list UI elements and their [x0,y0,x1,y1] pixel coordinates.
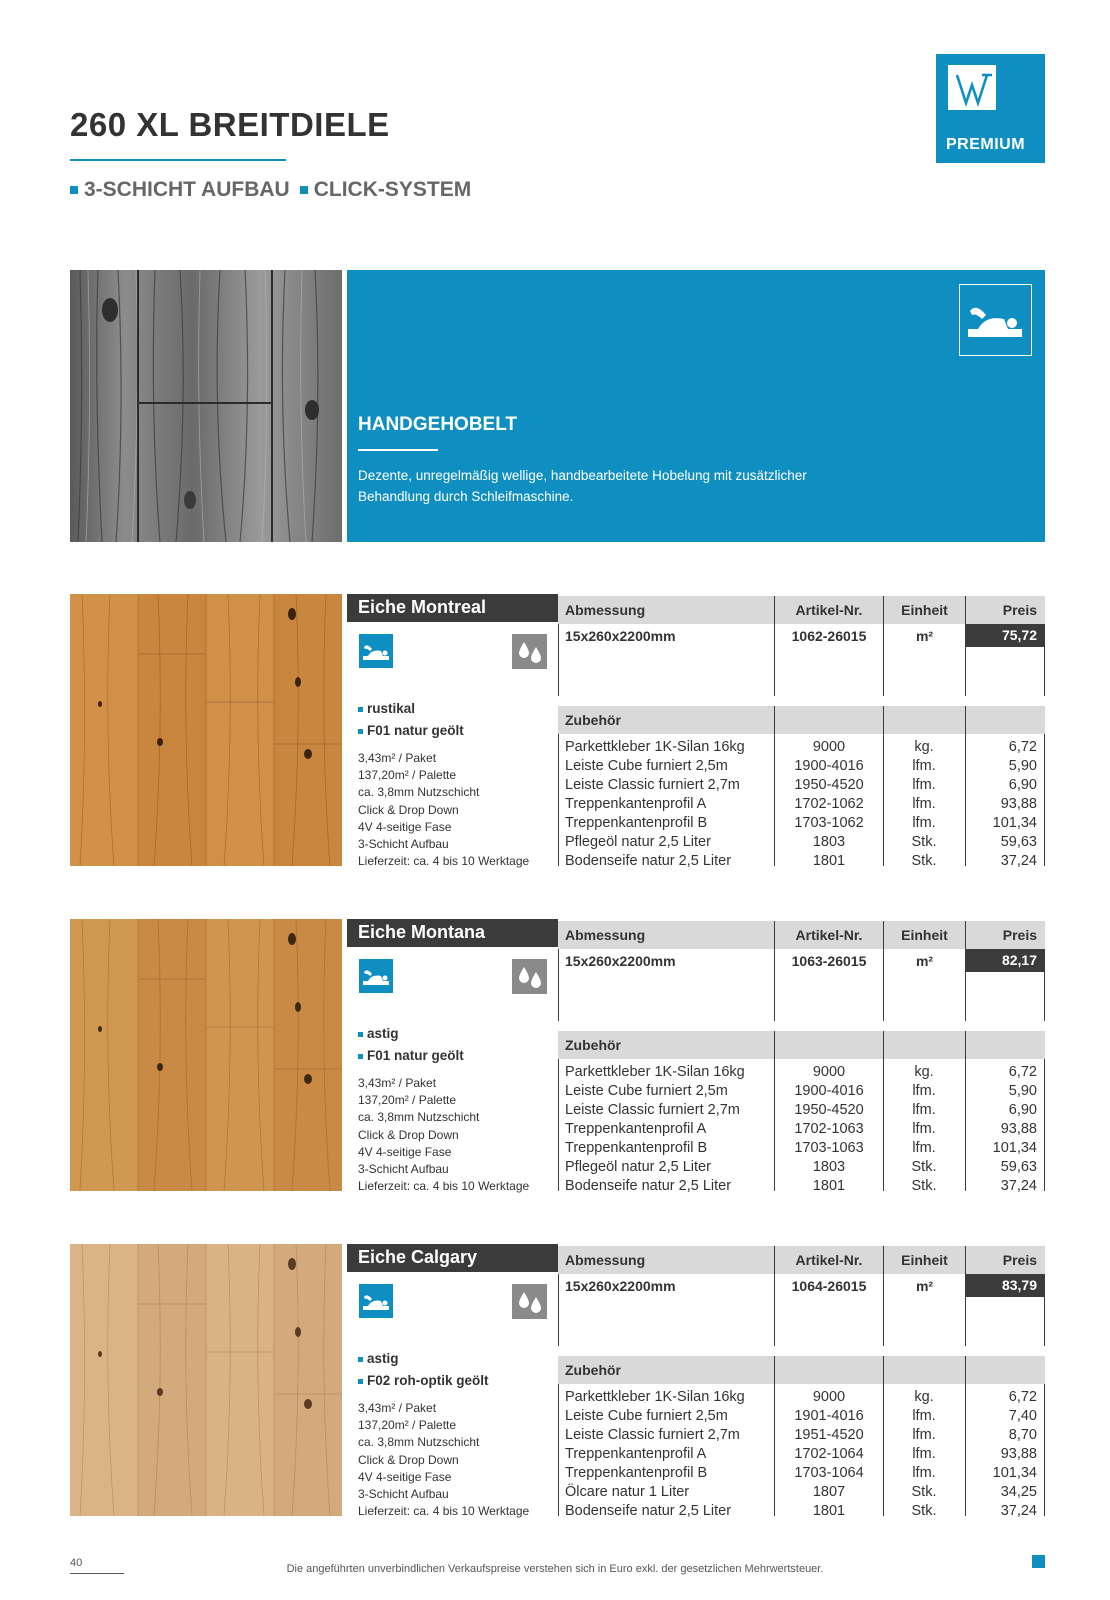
product-unit: m² [915,628,934,644]
product-info-line: ca. 3,8mm Nutzschicht [358,1110,480,1125]
accessory-unit: lfm. [912,1446,936,1462]
product-dimension: 15x260x2200mm [565,1278,676,1294]
accessories-header: Zubehör [558,1031,774,1059]
header-price: Preis [966,596,1045,624]
accessory-row [0,1389,1110,1408]
header-dimension: Abmessung [558,921,774,949]
accessory-unit: lfm. [912,1121,936,1137]
accessory-name: Bodenseife natur 2,5 Liter [565,1178,732,1194]
accessory-row [0,1427,1110,1446]
accessory-price: 37,24 [1000,853,1037,869]
accessory-name: Bodenseife natur 2,5 Liter [565,853,732,869]
product-grade: astig [367,1351,399,1366]
product-attributes [358,698,464,742]
accessory-price: 37,24 [1000,1178,1037,1194]
accessory-article: 1702-1064 [794,1446,864,1462]
product-info-line: 3,43m² / Paket [358,751,437,765]
accessory-unit: lfm. [912,1102,936,1118]
accessory-price: 34,25 [1000,1484,1037,1500]
accessory-price: 59,63 [1000,834,1037,850]
accessory-row [0,1102,1110,1121]
accessory-unit: Stk. [911,853,937,869]
accessory-price: 7,40 [1008,1408,1037,1424]
product-info-line: 137,20m² / Palette [358,768,457,783]
product-unit: m² [915,953,934,969]
accessory-article: 9000 [812,739,846,755]
product-info-line: Lieferzeit: ca. 4 bis 10 Werktage [358,854,530,869]
header-article: Artikel-Nr. [775,921,883,949]
accessory-name: Leiste Cube furniert 2,5m [565,1083,728,1099]
product-info-line: Click & Drop Down [358,802,459,817]
bullet-square-icon [358,1032,363,1037]
accessory-unit: Stk. [911,1484,937,1500]
product-price: 83,79 [966,1274,1045,1297]
oil-drops-icon [512,1284,547,1319]
accessory-article: 1807 [812,1484,846,1500]
product-info-line: 137,20m² / Palette [358,1418,457,1433]
accessory-row [0,1140,1110,1159]
header-unit: Einheit [884,596,965,624]
accessory-name: Parkettkleber 1K-Silan 16kg [565,739,745,755]
product-article: 1064-26015 [791,1278,867,1294]
accessory-name: Treppenkantenprofil A [565,796,707,812]
bullet-square-icon [358,1379,363,1384]
accessory-article: 1801 [812,1178,846,1194]
accessory-row [0,815,1110,834]
accessory-name: Leiste Cube furniert 2,5m [565,1408,728,1424]
header-price: Preis [966,921,1045,949]
header-article: Artikel-Nr. [775,596,883,624]
premium-logo [936,54,1045,163]
accessory-unit: lfm. [912,815,936,831]
product-finish: F01 natur geölt [367,723,464,738]
product-name: Eiche Montreal [347,594,558,622]
accessory-name: Bodenseife natur 2,5 Liter [565,1503,732,1519]
accessory-row [0,1159,1110,1178]
accessory-row [0,1064,1110,1083]
accessory-row [0,834,1110,853]
product-dimension: 15x260x2200mm [565,628,676,644]
accessory-row [0,1083,1110,1102]
accessory-name: Treppenkantenprofil B [565,1140,708,1156]
accessory-unit: Stk. [911,834,937,850]
hand-plane-icon [959,284,1032,356]
accessory-name: Leiste Classic furniert 2,7m [565,1102,740,1118]
product-block [0,919,1110,1194]
accessory-unit: Stk. [911,1178,937,1194]
product-name: Eiche Montana [347,919,558,947]
accessory-article: 1702-1063 [794,1121,864,1137]
product-unit: m² [915,1278,934,1294]
accessory-price: 6,90 [1008,1102,1037,1118]
footer-square-icon [1032,1555,1045,1568]
header-unit: Einheit [884,1246,965,1274]
bullet-square-icon [70,186,78,194]
accessory-price: 6,90 [1008,777,1037,793]
product-grade: rustikal [367,701,416,716]
accessory-article: 1703-1064 [794,1465,864,1481]
logo-label: PREMIUM [946,136,1026,153]
product-finish: F02 roh-optik geölt [367,1373,489,1388]
header-article: Artikel-Nr. [775,1246,883,1274]
product-block [0,1244,1110,1519]
product-name: Eiche Calgary [347,1244,558,1272]
accessory-name: Parkettkleber 1K-Silan 16kg [565,1064,745,1080]
hand-plane-icon [359,634,393,668]
product-price: 82,17 [966,949,1045,972]
accessory-row [0,1484,1110,1503]
accessory-name: Treppenkantenprofil B [565,815,708,831]
product-info-line: ca. 3,8mm Nutzschicht [358,1435,480,1450]
accessory-price: 6,72 [1008,1389,1037,1405]
accessory-name: Leiste Classic furniert 2,7m [565,1427,740,1443]
product-info-line: Lieferzeit: ca. 4 bis 10 Werktage [358,1504,530,1519]
accessory-name: Pflegeöl natur 2,5 Liter [565,834,711,850]
product-info-line: 3,43m² / Paket [358,1076,437,1090]
accessory-row [0,1446,1110,1465]
oil-drops-icon [512,959,547,994]
product-article: 1063-26015 [791,953,867,969]
accessory-name: Leiste Cube furniert 2,5m [565,758,728,774]
accessory-article: 1900-4016 [794,1083,864,1099]
accessory-row [0,1121,1110,1140]
accessory-article: 1703-1063 [794,1140,864,1156]
accessory-price: 59,63 [1000,1159,1037,1175]
product-info-line: Click & Drop Down [358,1452,459,1467]
accessory-price: 93,88 [1000,1121,1037,1137]
w-logo-icon [948,65,996,110]
hero-wood-image [70,270,342,542]
accessory-name: Treppenkantenprofil B [565,1465,708,1481]
subtitle-part-1: 3-SCHICHT AUFBAU [84,178,290,201]
product-info-line: 3-Schicht Aufbau [358,1487,449,1502]
bullet-square-icon [358,1357,363,1362]
accessory-price: 101,34 [992,1465,1037,1481]
accessory-unit: lfm. [912,1140,936,1156]
accessory-article: 1801 [812,1503,846,1519]
product-price: 75,72 [966,624,1045,647]
accessory-unit: Stk. [911,1159,937,1175]
header-unit: Einheit [884,921,965,949]
product-finish: F01 natur geölt [367,1048,464,1063]
product-attributes [358,1023,464,1067]
product-info-line: 137,20m² / Palette [358,1093,457,1108]
accessory-name: Leiste Classic furniert 2,7m [565,777,740,793]
accessory-article: 1950-4520 [794,777,864,793]
accessory-article: 9000 [812,1389,846,1405]
accessory-article: 1901-4016 [794,1408,864,1424]
product-article: 1062-26015 [791,628,867,644]
accessory-price: 6,72 [1008,1064,1037,1080]
product-dimension: 15x260x2200mm [565,953,676,969]
accessory-article: 1900-4016 [794,758,864,774]
accessory-name: Treppenkantenprofil A [565,1446,707,1462]
accessory-article: 1951-4520 [794,1427,864,1443]
product-block [0,594,1110,869]
accessory-price: 5,90 [1008,758,1037,774]
accessory-unit: kg. [914,1389,934,1405]
accessory-price: 6,72 [1008,739,1037,755]
bullet-square-icon [358,1054,363,1059]
accessory-unit: lfm. [912,1427,936,1443]
hero-title: HANDGEHOBELT [358,414,518,435]
accessory-unit: lfm. [912,1408,936,1424]
header-dimension: Abmessung [558,1246,774,1274]
hand-plane-icon [359,1284,393,1318]
accessory-row [0,796,1110,815]
header-dimension: Abmessung [558,596,774,624]
accessory-unit: lfm. [912,1465,936,1481]
accessory-row [0,1503,1110,1522]
bullet-square-icon [300,186,308,194]
accessory-unit: kg. [914,1064,934,1080]
accessory-unit: lfm. [912,796,936,812]
accessory-name: Parkettkleber 1K-Silan 16kg [565,1389,745,1405]
accessory-row [0,1465,1110,1484]
accessory-row [0,739,1110,758]
header-price: Preis [966,1246,1045,1274]
bullet-square-icon [358,729,363,734]
accessory-name: Ölcare natur 1 Liter [565,1484,690,1500]
accessory-unit: lfm. [912,1083,936,1099]
subtitle-part-2: CLICK-SYSTEM [313,178,472,201]
accessory-row [0,777,1110,796]
product-attributes [358,1348,489,1392]
accessory-price: 101,34 [992,815,1037,831]
product-grade: astig [367,1026,399,1041]
footer-note: Die angeführten unverbindlichen Verkaufspreise verstehen sich in Euro exkl. der gesetzlichen Mehrwertsteuer. [286,1563,824,1575]
product-info-line: 3-Schicht Aufbau [358,1162,449,1177]
accessory-article: 1803 [812,1159,846,1175]
product-info-line: 4V 4-seitige Fase [358,1469,452,1484]
hero-panel [347,270,1045,542]
product-info-line: 4V 4-seitige Fase [358,1144,452,1159]
accessory-article: 9000 [812,1064,846,1080]
accessory-unit: Stk. [911,1503,937,1519]
hero-description: Dezente, unregelmäßig wellige, handbearbeitete Hobelung mit zusätzlicher Behandlung durch Schleifmaschine. [358,468,807,504]
accessory-price: 93,88 [1000,1446,1037,1462]
bullet-square-icon [358,707,363,712]
accessory-price: 101,34 [992,1140,1037,1156]
accessory-article: 1950-4520 [794,1102,864,1118]
accessory-price: 8,70 [1008,1427,1037,1443]
accessory-row [0,758,1110,777]
accessory-price: 37,24 [1000,1503,1037,1519]
product-info-line: 3-Schicht Aufbau [358,837,449,852]
product-info-line: 4V 4-seitige Fase [358,819,452,834]
accessory-unit: lfm. [912,777,936,793]
accessory-price: 93,88 [1000,796,1037,812]
oil-drops-icon [512,634,547,669]
accessory-article: 1703-1062 [794,815,864,831]
accessories-header: Zubehör [558,1356,774,1384]
accessory-price: 5,90 [1008,1083,1037,1099]
product-info-line: Lieferzeit: ca. 4 bis 10 Werktage [358,1179,530,1194]
product-info-line: Click & Drop Down [358,1127,459,1142]
accessory-article: 1801 [812,853,846,869]
title-underline [70,159,286,161]
accessories-header: Zubehör [558,706,774,734]
accessory-row [0,1408,1110,1427]
accessory-row [0,853,1110,872]
product-info-line: 3,43m² / Paket [358,1401,437,1415]
hand-plane-icon [359,959,393,993]
accessory-unit: lfm. [912,758,936,774]
accessory-row [0,1178,1110,1197]
accessory-name: Pflegeöl natur 2,5 Liter [565,1159,711,1175]
page-number: 40 [70,1557,83,1569]
accessory-name: Treppenkantenprofil A [565,1121,707,1137]
accessory-article: 1803 [812,834,846,850]
hero-underline [358,449,438,451]
product-info-line: ca. 3,8mm Nutzschicht [358,785,480,800]
page-title: 260 XL BREITDIELE [70,106,390,143]
accessory-article: 1702-1062 [794,796,864,812]
subtitle [70,178,475,202]
accessory-unit: kg. [914,739,934,755]
